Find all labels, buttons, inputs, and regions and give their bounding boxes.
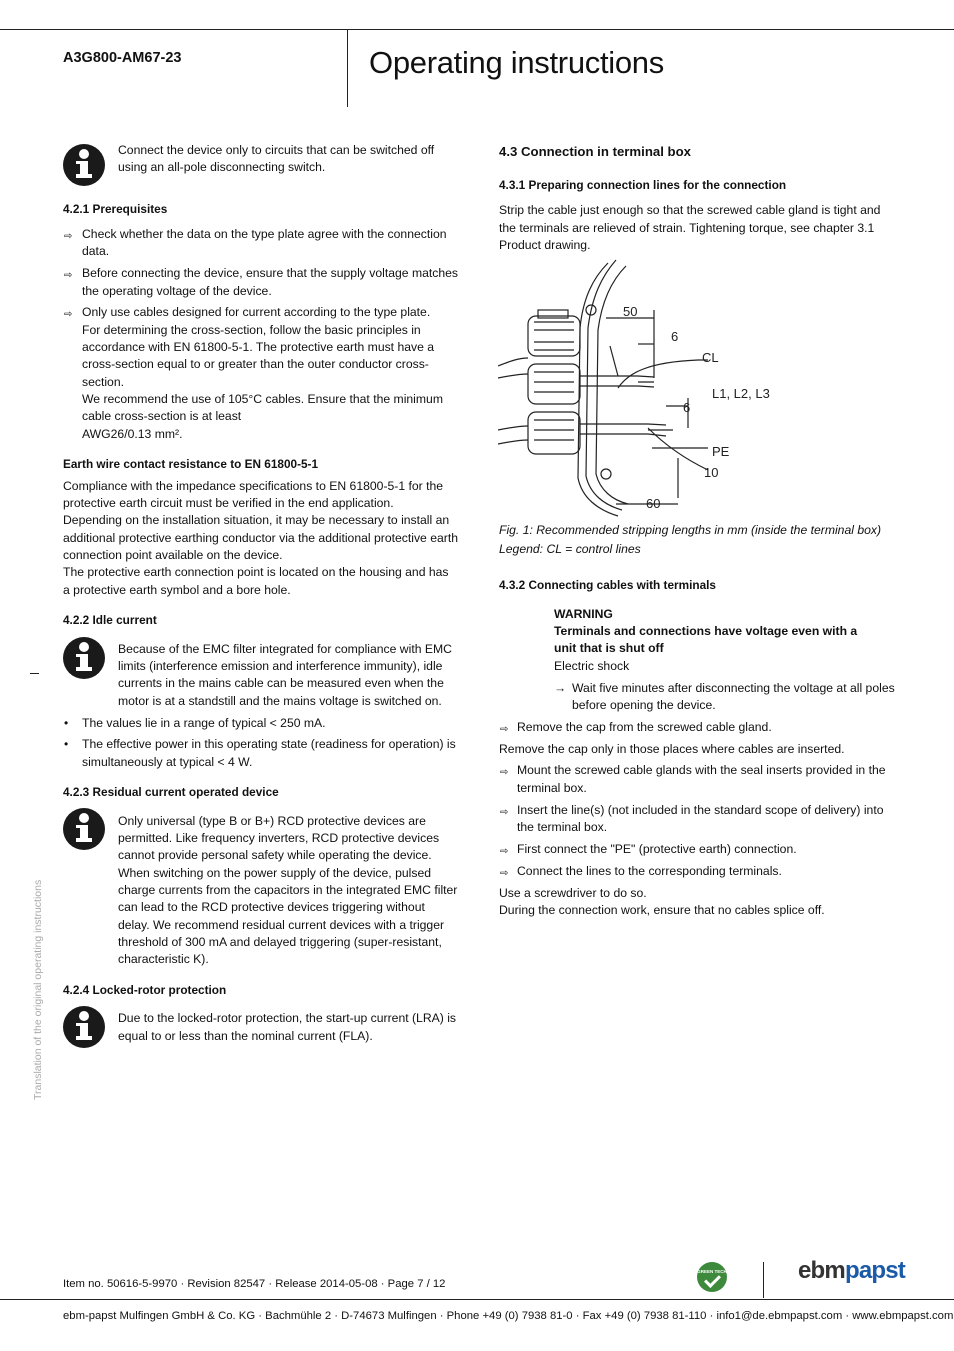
idle-bullet-1: The values lie in a range of typical < 250 mA. xyxy=(82,716,326,730)
logo-divider xyxy=(763,1262,764,1298)
dim-6a: 6 xyxy=(671,329,679,344)
step-2-l2: the terminal box. xyxy=(517,820,608,834)
arrow-icon: ⇨ xyxy=(500,868,509,879)
footer-rule xyxy=(0,1299,954,1300)
step-3: First connect the "PE" (protective earth) connection. xyxy=(517,842,797,856)
footer-item-info: Item no. 50616-5-9970 · Revision 82547 · Release 2014-05-08 · Page 7 / 12 xyxy=(63,1278,446,1290)
earth-l5: connection point available on the device. xyxy=(63,548,283,562)
tail-l2: During the connection work, ensure that no cables splice off. xyxy=(499,903,825,917)
prereq-3-l3: accordance with EN 61800-5-1. The protective earth must have a xyxy=(82,340,435,354)
warning-bold-l2: unit that is shut off xyxy=(554,641,664,655)
heading-4-2-3: 4.2.3 Residual current operated device xyxy=(63,785,279,799)
step-1-l1: Mount the screwed cable glands with the seal inserts provided in the xyxy=(517,763,886,777)
prep-l1: Strip the cable just enough so that the screwed cable gland is tight and xyxy=(499,203,881,217)
rcd-l4: When switching on the power supply of the device, pulsed xyxy=(118,866,431,880)
prereq-3-l1: Only use cables designed for current according to the type plate. xyxy=(82,305,431,319)
arrow-icon: ⇨ xyxy=(64,270,73,281)
lra-l1: Due to the locked-rotor protection, the start-up current (LRA) is xyxy=(118,1011,457,1025)
bullet-dot: • xyxy=(64,716,69,730)
rcd-l2: permitted. Like frequency inverters, RCD protective devices xyxy=(118,831,440,845)
prereq-1-l1: Check whether the data on the type plate agree with the connection xyxy=(82,227,447,241)
prereq-3-l4: cross-section equal to or greater than the outer conductor cross- xyxy=(82,357,429,371)
info-icon xyxy=(63,637,105,679)
side-note: Translation of the original operating instructions xyxy=(32,879,44,1100)
model-number: A3G800-AM67-23 xyxy=(63,50,182,66)
heading-4-3-2: 4.3.2 Connecting cables with terminals xyxy=(499,578,716,592)
prereq-3-l2: For determining the cross-section, follow the basic principles in xyxy=(82,323,421,337)
arrow-icon: ⇨ xyxy=(64,309,73,320)
earth-l7: a protective earth symbol and a bore hole. xyxy=(63,583,291,597)
idle-bullet-2-l1: The effective power in this operating state (readiness for operation) is xyxy=(82,737,456,751)
warning-action-l1: Wait five minutes after disconnecting the voltage at all poles xyxy=(572,681,895,695)
header-top-rule xyxy=(0,29,954,30)
idle-note-l2: limits (interference emission and interference immunity), idle xyxy=(118,659,443,673)
info-icon xyxy=(63,144,105,186)
rcd-l9: characteristic K). xyxy=(118,952,209,966)
step-4: Connect the lines to the corresponding terminals. xyxy=(517,864,782,878)
footer-company: ebm-papst Mulfingen GmbH & Co. KG · Bachmühle 2 · D-74673 Mulfingen · Phone +49 (0) 7938 81-0 · Fax +49 (0) 7938 81-110 · info1@de.ebmpapst.com · www.ebmpapst.com xyxy=(63,1310,954,1322)
idle-note-l1: Because of the EMC filter integrated for compliance with EMC xyxy=(118,642,452,656)
right-arrow-icon: → xyxy=(554,681,567,695)
bullet-dot: • xyxy=(64,737,69,751)
rcd-l8: threshold of 300 mA and delayed triggering (super-resistant, xyxy=(118,935,442,949)
warning-action-l2: before opening the device. xyxy=(572,698,716,712)
heading-earth: Earth wire contact resistance to EN 61800-5-1 xyxy=(63,457,319,471)
rcd-l5: charge currents from the capacitors in the integrated EMC filter xyxy=(118,883,458,897)
intro-note-l2: using an all-pole disconnecting switch. xyxy=(118,160,326,174)
arrow-icon: ⇨ xyxy=(500,724,509,735)
step-2-l1: Insert the line(s) (not included in the standard scope of delivery) into xyxy=(517,803,884,817)
label-pe: PE xyxy=(712,444,730,459)
rcd-l1: Only universal (type B or B+) RCD protective devices are xyxy=(118,814,426,828)
step-remove-cap: Remove the cap from the screwed cable gland. xyxy=(517,720,772,734)
arrow-icon: ⇨ xyxy=(500,846,509,857)
earth-l2: protective earth circuit must be verified in the end application. xyxy=(63,496,394,510)
prereq-3-l7: cable cross-section is at least xyxy=(82,409,242,423)
lra-l2: equal to or less than the nominal current (FLA). xyxy=(118,1029,373,1043)
earth-l3: Depending on the installation situation, it may be necessary to install an xyxy=(63,513,450,527)
idle-bullet-2-l2: simultaneously at typical < 4 W. xyxy=(82,755,253,769)
heading-4-3-1: 4.3.1 Preparing connection lines for the connection xyxy=(499,178,787,192)
prereq-2-l2: the operating voltage of the device. xyxy=(82,284,272,298)
intro-note-l1: Connect the device only to circuits that can be switched off xyxy=(118,143,435,157)
prep-l2: the terminals are relieved of strain. Tightening torque, see chapter 3.1 xyxy=(499,221,875,235)
warning-type: Electric shock xyxy=(554,659,630,673)
dim-10: 10 xyxy=(704,465,719,480)
warning-title: WARNING xyxy=(554,607,613,621)
info-icon xyxy=(63,1006,105,1048)
earth-l4: additional protective earthing conductor via the additional protective earth xyxy=(63,531,458,545)
prereq-3-l5: section. xyxy=(82,375,125,389)
step-1-l2: terminal box. xyxy=(517,781,587,795)
label-cl: CL xyxy=(702,350,719,365)
arrow-icon: ⇨ xyxy=(500,807,509,818)
rcd-l7: delay. We recommend residual current devices with a trigger xyxy=(118,918,445,932)
greentech-badge-icon: GREEN TECH xyxy=(697,1262,727,1292)
prereq-2-l1: Before connecting the device, ensure that the supply voltage matches xyxy=(82,266,459,280)
figure-caption: Fig. 1: Recommended stripping lengths in mm (inside the terminal box) xyxy=(499,523,882,537)
figure-legend: Legend: CL = control lines xyxy=(499,542,641,556)
idle-note-l4: motor is at a standstill and the mains voltage is switched on. xyxy=(118,694,442,708)
rcd-l6: can lead to the RCD protective devices triggering without xyxy=(118,900,425,914)
label-l123: L1, L2, L3 xyxy=(712,386,770,401)
warning-bold-l1: Terminals and connections have voltage even with a xyxy=(554,624,858,638)
stripping-lengths-figure xyxy=(498,258,788,520)
note-remove-cap: Remove the cap only in those places where cables are inserted. xyxy=(499,742,845,756)
prereq-3-l8: AWG26/0.13 mm². xyxy=(82,427,183,441)
prep-l3: Product drawing. xyxy=(499,238,591,252)
arrow-icon: ⇨ xyxy=(500,767,509,778)
dim-6b: 6 xyxy=(683,400,691,415)
idle-note-l3: currents in the mains cable can be measured even when the xyxy=(118,676,444,690)
margin-tick xyxy=(30,673,39,674)
rcd-l3: cannot provide personal safety while operating the device. xyxy=(118,848,432,862)
arrow-icon: ⇨ xyxy=(64,231,73,242)
dim-60: 60 xyxy=(646,496,661,511)
tail-l1: Use a screwdriver to do so. xyxy=(499,886,647,900)
prereq-1-l2: data. xyxy=(82,244,110,258)
heading-4-2-1: 4.2.1 Prerequisites xyxy=(63,202,168,216)
heading-4-2-4: 4.2.4 Locked-rotor protection xyxy=(63,983,227,997)
page-title: Operating instructions xyxy=(369,45,664,80)
info-icon xyxy=(63,808,105,850)
heading-4-3: 4.3 Connection in terminal box xyxy=(499,144,691,159)
header-divider xyxy=(347,30,348,107)
prereq-3-l6: We recommend the use of 105°C cables. Ensure that the minimum xyxy=(82,392,443,406)
earth-l6: The protective earth connection point is located on the housing and has xyxy=(63,565,449,579)
dim-50: 50 xyxy=(623,304,638,319)
heading-4-2-2: 4.2.2 Idle current xyxy=(63,613,157,627)
earth-l1: Compliance with the impedance specifications to EN 61800-5-1 for the xyxy=(63,479,444,493)
ebmpapst-logo: ebmpapst xyxy=(798,1257,905,1284)
